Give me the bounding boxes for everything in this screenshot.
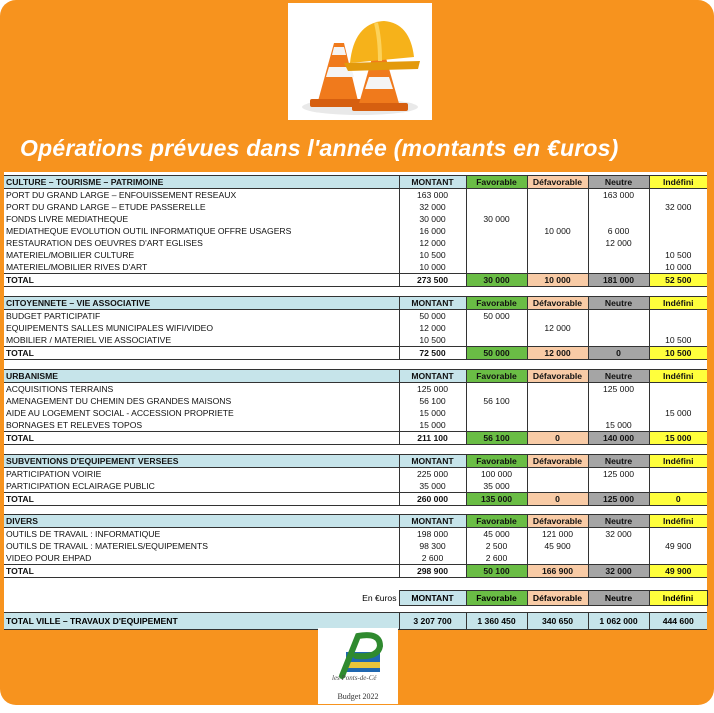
row-label: PORT DU GRAND LARGE – ENFOUISSEMENT RESEAUX [6, 189, 237, 200]
cell-neutre [588, 407, 649, 419]
grand-total-header-row [4, 591, 707, 606]
section-table [4, 296, 707, 360]
cell-defavorable [527, 213, 588, 225]
table-row [4, 189, 707, 202]
total-defavorable: 12 000 [527, 347, 588, 360]
total-indefini: 15 000 [649, 432, 707, 445]
cell-neutre [588, 213, 649, 225]
column-header-montant: MONTANT [399, 176, 466, 189]
cell-indefini: 10 500 [649, 249, 707, 261]
cell-montant: 15 000 [399, 407, 466, 419]
cell-montant: 125 000 [399, 383, 466, 396]
section-title: CULTURE – TOURISME – PATRIMOINE [4, 176, 399, 189]
total-neutre: 0 [588, 347, 649, 360]
cell-indefini [649, 383, 707, 396]
table-row [4, 395, 707, 407]
total-neutre: 125 000 [588, 493, 649, 506]
cell-neutre: 12 000 [588, 237, 649, 249]
section-table [4, 175, 707, 287]
cell-indefini [649, 213, 707, 225]
cell-montant: 16 000 [399, 225, 466, 237]
grand-total-neutre: 1 062 000 [588, 613, 649, 630]
cell-favorable: 2 600 [466, 552, 527, 565]
cell-montant: 10 500 [399, 249, 466, 261]
row-label: OUTILS DE TRAVAIL : MATERIELS/EQUIPEMENTS [6, 540, 208, 551]
column-header-neutre: Neutre [588, 455, 649, 468]
logo-caption: Budget 2022 [337, 692, 379, 701]
cell-favorable: 45 000 [466, 528, 527, 541]
cone-and-helmet-icon [288, 3, 432, 120]
column-header-indefini: Indéfini [649, 297, 707, 310]
total-label: TOTAL [4, 565, 399, 578]
cell-defavorable [527, 395, 588, 407]
cell-defavorable: 45 900 [527, 540, 588, 552]
row-label: PORT DU GRAND LARGE – ETUDE PASSERELLE [6, 201, 206, 212]
grand-total-indefini: 444 600 [649, 613, 707, 630]
section-title: URBANISME [4, 370, 399, 383]
column-header-indefini: Indéfini [649, 176, 707, 189]
grand-total-montant: 3 207 700 [399, 613, 466, 630]
cell-indefini [649, 189, 707, 202]
section-total-row [4, 493, 707, 506]
row-label: MOBILIER / MATERIEL VIE ASSOCIATIVE [6, 334, 172, 345]
cell-indefini [649, 480, 707, 493]
col-indefini: Indéfini [649, 591, 707, 606]
cell-neutre: 6 000 [588, 225, 649, 237]
cell-favorable [466, 225, 527, 237]
section-table [4, 454, 707, 506]
section-table [4, 514, 707, 578]
cell-montant: 12 000 [399, 237, 466, 249]
column-header-montant: MONTANT [399, 515, 466, 528]
cell-indefini: 10 500 [649, 334, 707, 347]
table-row [4, 310, 707, 323]
cell-neutre [588, 310, 649, 323]
total-montant: 273 500 [399, 274, 466, 287]
row-label: MATERIEL/MOBILIER RIVES D'ART [6, 261, 148, 272]
cell-neutre [588, 201, 649, 213]
construction-illustration [288, 3, 432, 120]
cell-neutre [588, 540, 649, 552]
cell-favorable [466, 383, 527, 396]
cell-favorable [466, 334, 527, 347]
cell-indefini [649, 468, 707, 481]
cell-defavorable [527, 480, 588, 493]
cell-defavorable: 12 000 [527, 322, 588, 334]
cell-defavorable [527, 552, 588, 565]
column-header-defavorable: Défavorable [527, 176, 588, 189]
section-total-row [4, 432, 707, 445]
cell-indefini: 32 000 [649, 201, 707, 213]
table-row [4, 407, 707, 419]
cell-defavorable [527, 334, 588, 347]
cell-montant: 15 000 [399, 419, 466, 432]
cell-montant: 10 500 [399, 334, 466, 347]
row-label: RESTAURATION DES OEUVRES D'ART EGLISES [6, 237, 203, 248]
cell-neutre [588, 395, 649, 407]
cell-indefini [649, 552, 707, 565]
grand-total-favorable: 1 360 450 [466, 613, 527, 630]
cell-favorable: 50 000 [466, 310, 527, 323]
section-header-row [4, 176, 707, 189]
cell-montant: 30 000 [399, 213, 466, 225]
cell-neutre [588, 552, 649, 565]
section-total-row [4, 274, 707, 287]
total-favorable: 50 000 [466, 347, 527, 360]
cell-defavorable [527, 201, 588, 213]
total-indefini: 10 500 [649, 347, 707, 360]
cell-defavorable [527, 189, 588, 202]
cell-favorable [466, 322, 527, 334]
cell-defavorable [527, 237, 588, 249]
table-row [4, 237, 707, 249]
cell-defavorable [527, 249, 588, 261]
cell-indefini [649, 310, 707, 323]
cell-indefini [649, 419, 707, 432]
row-label: PARTICIPATION VOIRIE [6, 468, 102, 479]
total-defavorable: 0 [527, 493, 588, 506]
row-label: VIDEO POUR EHPAD [6, 552, 92, 563]
cell-defavorable [527, 310, 588, 323]
row-label: MEDIATHEQUE EVOLUTION OUTIL INFORMATIQUE OFFRE USAGERS [6, 225, 292, 236]
column-header-neutre: Neutre [588, 297, 649, 310]
column-header-indefini: Indéfini [649, 515, 707, 528]
section-title: SUBVENTIONS D'EQUIPEMENT VERSEES [4, 455, 399, 468]
cell-neutre: 15 000 [588, 419, 649, 432]
section-title: CITOYENNETE – VIE ASSOCIATIVE [4, 297, 399, 310]
table-row [4, 322, 707, 334]
row-label: EQUIPEMENTS SALLES MUNICIPALES WIFI/VIDEO [6, 322, 214, 333]
cell-favorable [466, 189, 527, 202]
column-header-defavorable: Défavorable [527, 515, 588, 528]
grand-total-label: TOTAL VILLE – TRAVAUX D'EQUIPEMENT [4, 613, 399, 630]
total-favorable: 30 000 [466, 274, 527, 287]
cell-montant: 10 000 [399, 261, 466, 274]
total-indefini: 49 900 [649, 565, 707, 578]
col-favorable: Favorable [466, 591, 527, 606]
row-label: PARTICIPATION ECLAIRAGE PUBLIC [6, 480, 155, 491]
total-label: TOTAL [4, 432, 399, 445]
row-label: BORNAGES ET RELEVES TOPOS [6, 419, 143, 430]
grand-total-defavorable: 340 650 [527, 613, 588, 630]
cell-defavorable: 10 000 [527, 225, 588, 237]
cell-neutre [588, 249, 649, 261]
table-row [4, 213, 707, 225]
cell-favorable: 30 000 [466, 213, 527, 225]
section-header-row [4, 297, 707, 310]
cell-neutre [588, 261, 649, 274]
table-row [4, 468, 707, 481]
cell-montant: 35 000 [399, 480, 466, 493]
total-label: TOTAL [4, 274, 399, 287]
cell-indefini [649, 237, 707, 249]
table-row [4, 225, 707, 237]
section-header-row [4, 515, 707, 528]
column-header-neutre: Neutre [588, 176, 649, 189]
logo-town-name: les Ponts-de-Cé [332, 674, 377, 682]
col-neutre: Neutre [588, 591, 649, 606]
page-title: Opérations prévues dans l'année (montants en €uros) [20, 135, 619, 161]
cell-montant: 56 100 [399, 395, 466, 407]
table-row [4, 261, 707, 274]
total-favorable: 135 000 [466, 493, 527, 506]
cell-defavorable [527, 419, 588, 432]
column-header-montant: MONTANT [399, 455, 466, 468]
total-neutre: 32 000 [588, 565, 649, 578]
table-row [4, 480, 707, 493]
cell-defavorable [527, 407, 588, 419]
cell-indefini: 15 000 [649, 407, 707, 419]
col-defavorable: Défavorable [527, 591, 588, 606]
row-label: BUDGET PARTICIPATIF [6, 310, 101, 321]
cell-montant: 163 000 [399, 189, 466, 202]
cell-favorable: 2 500 [466, 540, 527, 552]
cell-defavorable [527, 261, 588, 274]
cell-indefini: 10 000 [649, 261, 707, 274]
total-indefini: 52 500 [649, 274, 707, 287]
cell-favorable [466, 201, 527, 213]
cell-defavorable [527, 383, 588, 396]
total-defavorable: 10 000 [527, 274, 588, 287]
cell-montant: 198 000 [399, 528, 466, 541]
cell-montant: 32 000 [399, 201, 466, 213]
total-label: TOTAL [4, 347, 399, 360]
cell-favorable: 100 000 [466, 468, 527, 481]
row-label: AIDE AU LOGEMENT SOCIAL - ACCESSION PROPRIETE [6, 407, 234, 418]
cell-neutre: 163 000 [588, 189, 649, 202]
total-favorable: 50 100 [466, 565, 527, 578]
section-total-row [4, 565, 707, 578]
row-label: OUTILS DE TRAVAIL : INFORMATIQUE [6, 528, 161, 539]
section-title: DIVERS [4, 515, 399, 528]
row-label: FONDS LIVRE MEDIATHEQUE [6, 213, 129, 224]
cell-montant: 2 600 [399, 552, 466, 565]
column-header-indefini: Indéfini [649, 370, 707, 383]
column-header-favorable: Favorable [466, 455, 527, 468]
column-header-neutre: Neutre [588, 370, 649, 383]
column-header-defavorable: Défavorable [527, 370, 588, 383]
cell-neutre: 32 000 [588, 528, 649, 541]
town-logo [318, 628, 398, 704]
total-montant: 72 500 [399, 347, 466, 360]
cell-favorable [466, 261, 527, 274]
cell-indefini [649, 225, 707, 237]
table-row [4, 201, 707, 213]
table-row [4, 383, 707, 396]
cell-neutre [588, 322, 649, 334]
row-label: AMENAGEMENT DU CHEMIN DES GRANDES MAISONS [6, 395, 232, 406]
column-header-indefini: Indéfini [649, 455, 707, 468]
cell-defavorable: 121 000 [527, 528, 588, 541]
col-montant: MONTANT [399, 591, 466, 606]
row-label: MATERIEL/MOBILIER CULTURE [6, 249, 135, 260]
total-defavorable: 166 900 [527, 565, 588, 578]
table-row [4, 528, 707, 541]
section-header-row [4, 370, 707, 383]
cell-neutre: 125 000 [588, 468, 649, 481]
total-montant: 298 900 [399, 565, 466, 578]
cell-indefini [649, 528, 707, 541]
column-header-favorable: Favorable [466, 515, 527, 528]
table-row [4, 552, 707, 565]
row-label: ACQUISITIONS TERRAINS [6, 383, 114, 394]
cell-favorable [466, 419, 527, 432]
unit-label: En €uros [362, 593, 397, 603]
cell-favorable [466, 237, 527, 249]
cell-defavorable [527, 468, 588, 481]
table-row [4, 334, 707, 347]
budget-sheet [4, 172, 707, 624]
cell-montant: 225 000 [399, 468, 466, 481]
column-header-favorable: Favorable [466, 370, 527, 383]
total-label: TOTAL [4, 493, 399, 506]
total-neutre: 181 000 [588, 274, 649, 287]
total-montant: 260 000 [399, 493, 466, 506]
cell-favorable [466, 249, 527, 261]
column-header-neutre: Neutre [588, 515, 649, 528]
total-defavorable: 0 [527, 432, 588, 445]
total-favorable: 56 100 [466, 432, 527, 445]
total-montant: 211 100 [399, 432, 466, 445]
table-row [4, 419, 707, 432]
section-table [4, 369, 707, 445]
grand-total-row [4, 613, 707, 630]
section-total-row [4, 347, 707, 360]
table-row [4, 540, 707, 552]
column-header-montant: MONTANT [399, 297, 466, 310]
cell-neutre [588, 334, 649, 347]
cell-neutre: 125 000 [588, 383, 649, 396]
cell-neutre [588, 480, 649, 493]
cell-montant: 98 300 [399, 540, 466, 552]
cell-indefini: 49 900 [649, 540, 707, 552]
cell-montant: 50 000 [399, 310, 466, 323]
cell-montant: 12 000 [399, 322, 466, 334]
column-header-defavorable: Défavorable [527, 297, 588, 310]
column-header-defavorable: Défavorable [527, 455, 588, 468]
cell-favorable [466, 407, 527, 419]
cell-favorable: 56 100 [466, 395, 527, 407]
total-indefini: 0 [649, 493, 707, 506]
section-header-row [4, 455, 707, 468]
column-header-favorable: Favorable [466, 176, 527, 189]
cell-indefini [649, 395, 707, 407]
table-row [4, 249, 707, 261]
column-header-favorable: Favorable [466, 297, 527, 310]
total-neutre: 140 000 [588, 432, 649, 445]
cell-favorable: 35 000 [466, 480, 527, 493]
cell-indefini [649, 322, 707, 334]
grand-total-table [4, 590, 708, 630]
column-header-montant: MONTANT [399, 370, 466, 383]
